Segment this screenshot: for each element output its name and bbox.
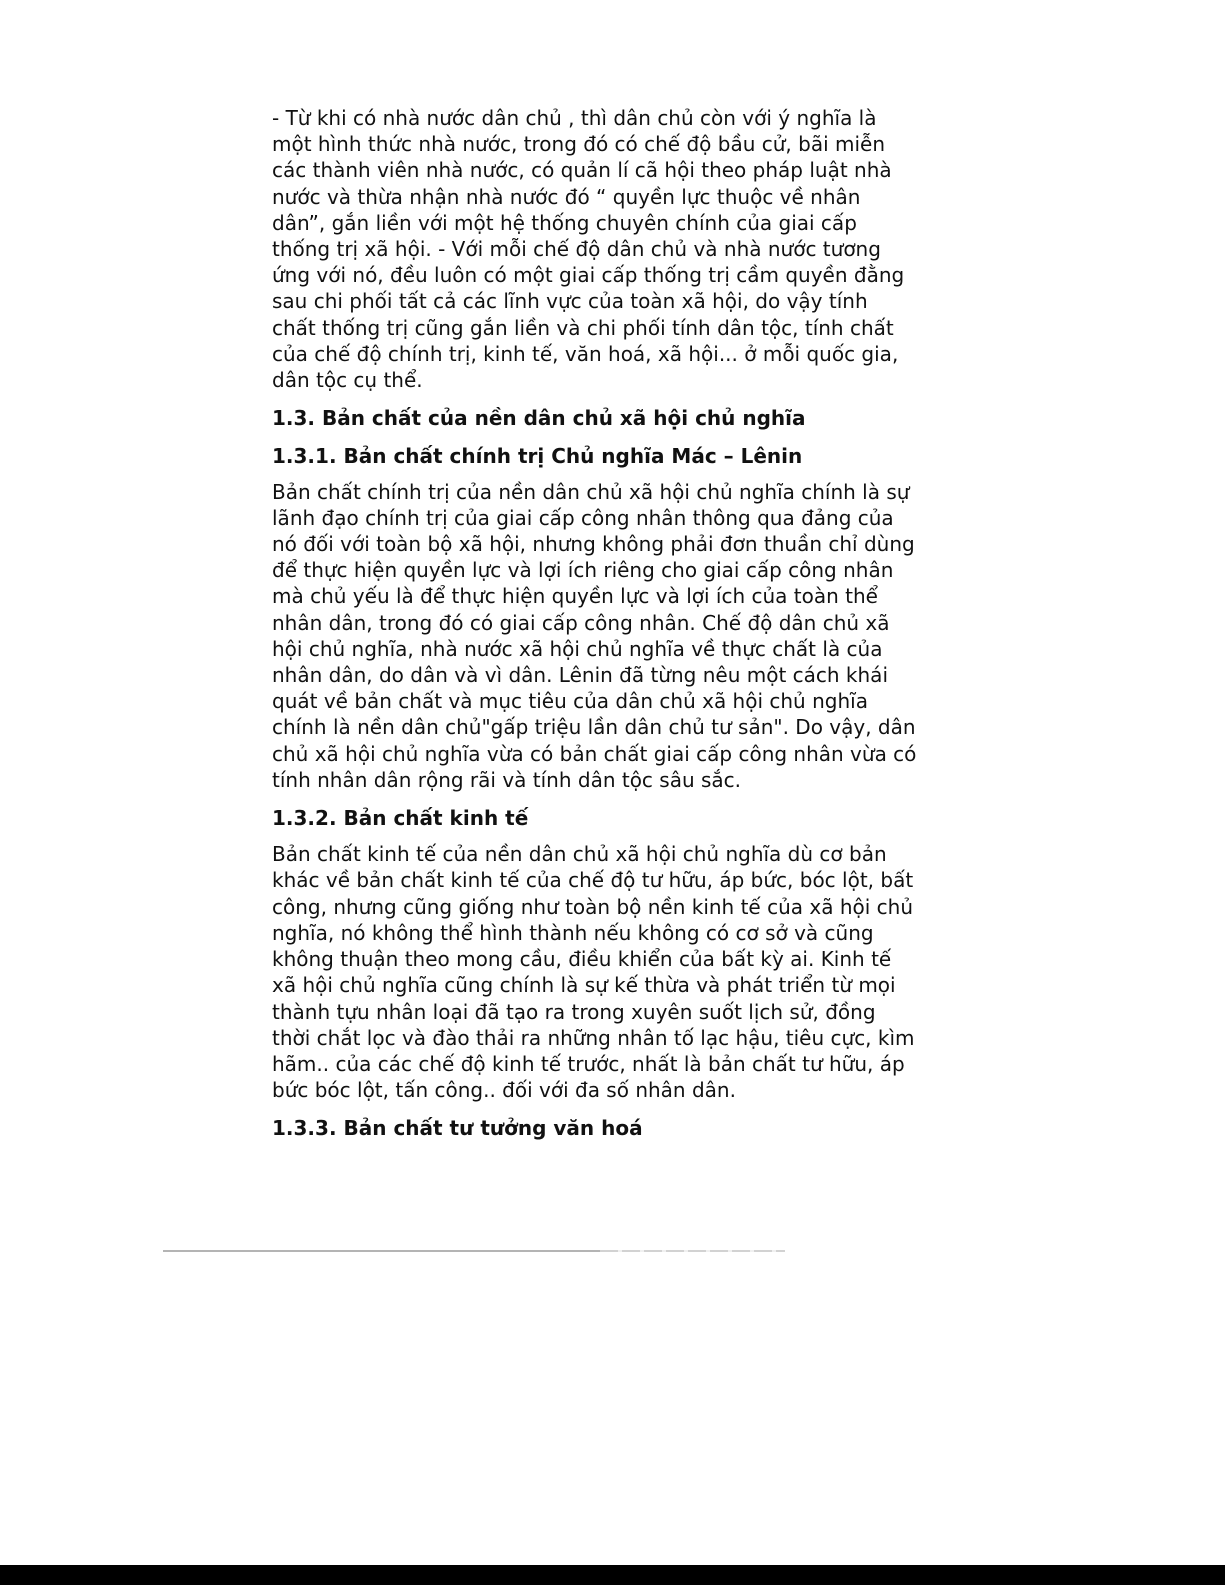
document-page — [272, 105, 947, 1142]
footer-divider-faded — [600, 1250, 785, 1252]
section-heading-1-3-1: 1.3.1. Bản chất chính trị Chủ nghĩa Mác – Lênin — [272, 444, 803, 469]
section-heading-1-3-2: 1.3.2. Bản chất kinh tế — [272, 806, 529, 831]
political-nature-paragraph: Bản chất chính trị của nền dân chủ xã hội chủ nghĩa chính là sự lãnh đạo chính trị của giai cấp công nhân thông qua đảng của nó đối với toàn bộ xã hội, nhưng không phải đơn thuần chỉ dùng để thực hiện quyền lực và lợi ích riêng cho giai cấp công nhân mà chủ yếu là để thực hiện quyền lực và lợi ích của toàn thể nhân dân, trong đó có giai cấp công nhân. Chế độ dân chủ xã hội chủ nghĩa, nhà nước xã hội chủ nghĩa về thực chất là của nhân dân, do dân và vì dân. Lênin đã từng nêu một cách khái quát về bản chất và mục tiêu của dân chủ xã hội chủ nghĩa chính là nền dân chủ"gấp triệu lần dân chủ tư sản". Do vậy, dân chủ xã hội chủ nghĩa vừa có bản chất giai cấp công nhân vừa có tính nhân dân rộng rãi và tính dân tộc sâu sắc. — [272, 479, 917, 792]
section-heading-1-3-3: 1.3.3. Bản chất tư tưởng văn hoá — [272, 1116, 643, 1141]
intro-paragraph: - Từ khi có nhà nước dân chủ , thì dân chủ còn với ý nghĩa là một hình thức nhà nước, trong đó có chế độ bầu cử, bãi miễn các thành viên nhà nước, có quản lí cã hội theo pháp luật nhà nước và thừa nhận nhà nước đó “ quyền lực thuộc về nhân dân”, gắn liền với một hệ thống chuyên chính của giai cấp thống trị xã hội. - Với mỗi chế độ dân chủ và nhà nước tương ứng với nó, đều luôn có một giai cấp thống trị cầm quyền đằng sau chi phối tất cả các lĩnh vực của toàn xã hội, do vậy tính chất thống trị cũng gắn liền và chi phối tính dân tộc, tính chất của chế độ chính trị, kinh tế, văn hoá, xã hội... ở mỗi quốc gia, dân tộc cụ thể. — [272, 106, 905, 393]
economic-nature-paragraph: Bản chất kinh tế của nền dân chủ xã hội chủ nghĩa dù cơ bản khác về bản chất kinh tế của chế độ tư hữu, áp bức, bóc lột, bất công, nhưng cũng giống như toàn bộ nền kinh tế của xã hội chủ nghĩa, nó không thể hình thành nếu không có cơ sở và cũng không thuận theo mong cầu, điều khiển của bất kỳ ai. Kinh tế xã hội chủ nghĩa cũng chính là sự kế thừa và phát triển từ mọi thành tựu nhân loại đã tạo ra trong xuyên suốt lịch sử, đồng thời chắt lọc và đào thải ra những nhân tố lạc hậu, tiêu cực, kìm hãm.. của các chế độ kinh tế trước, nhất là bản chất tư hữu, áp bức bóc lột, tấn công.. đối với đa số nhân dân. — [272, 842, 915, 1103]
section-heading-1-3: 1.3. Bản chất của nền dân chủ xã hội chủ nghĩa — [272, 406, 806, 431]
page-bottom-edge — [0, 1565, 1225, 1585]
